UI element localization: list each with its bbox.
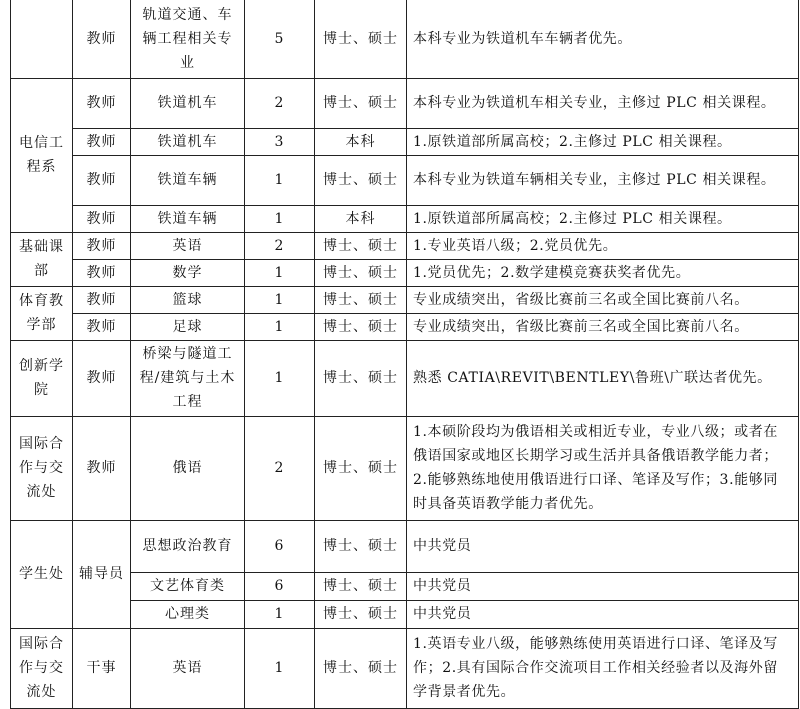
position-cell: 教师 bbox=[73, 155, 131, 205]
table-row bbox=[11, 340, 799, 416]
major-cell: 英语 bbox=[131, 628, 245, 708]
position-cell: 教师 bbox=[73, 259, 131, 286]
table-row bbox=[11, 286, 799, 313]
major-cell: 铁道车辆 bbox=[131, 155, 245, 205]
position-cell: 辅导员 bbox=[73, 520, 131, 628]
position-cell: 教师 bbox=[73, 313, 131, 340]
requirement-cell: 熟悉 CATIA\REVIT\BENTLEY\鲁班\广联达者优先。 bbox=[407, 340, 799, 416]
department-cell: 创新学院 bbox=[11, 340, 73, 416]
position-cell: 教师 bbox=[73, 232, 131, 259]
position-cell: 干事 bbox=[73, 628, 131, 708]
count-cell: 1 bbox=[245, 628, 315, 708]
degree-cell: 博士、硕士 bbox=[315, 340, 407, 416]
count-cell: 1 bbox=[245, 155, 315, 205]
position-cell: 教师 bbox=[73, 340, 131, 416]
requirement-cell: 1.英语专业八级，能够熟练使用英语进行口译、笔译及写作；2.具有国际合作交流项目工作相关经验者以及海外留学背景者优先。 bbox=[407, 628, 799, 708]
requirement-cell: 专业成绩突出，省级比赛前三名或全国比赛前八名。 bbox=[407, 286, 799, 313]
degree-cell: 博士、硕士 bbox=[315, 572, 407, 600]
degree-cell: 博士、硕士 bbox=[315, 286, 407, 313]
recruitment-table bbox=[10, 0, 799, 709]
table-row bbox=[11, 155, 799, 205]
requirement-cell: 中共党员 bbox=[407, 600, 799, 628]
count-cell: 6 bbox=[245, 520, 315, 572]
table-row bbox=[11, 520, 799, 572]
count-cell: 6 bbox=[245, 572, 315, 600]
position-cell: 教师 bbox=[73, 78, 131, 128]
count-cell: 1 bbox=[245, 313, 315, 340]
degree-cell: 博士、硕士 bbox=[315, 0, 407, 78]
degree-cell: 博士、硕士 bbox=[315, 313, 407, 340]
count-cell: 1 bbox=[245, 205, 315, 232]
count-cell: 2 bbox=[245, 78, 315, 128]
requirement-cell: 本科专业为铁道车辆相关专业，主修过 PLC 相关课程。 bbox=[407, 155, 799, 205]
table-row bbox=[11, 78, 799, 128]
position-cell: 教师 bbox=[73, 286, 131, 313]
table-row bbox=[11, 232, 799, 259]
requirement-cell: 本科专业为铁道机车车辆者优先。 bbox=[407, 0, 799, 78]
table-row bbox=[11, 416, 799, 520]
table-row bbox=[11, 128, 799, 155]
major-cell: 数学 bbox=[131, 259, 245, 286]
count-cell: 2 bbox=[245, 416, 315, 520]
department-cell: 体育教学部 bbox=[11, 286, 73, 340]
position-cell: 教师 bbox=[73, 205, 131, 232]
table-row bbox=[11, 628, 799, 708]
count-cell: 1 bbox=[245, 600, 315, 628]
requirement-cell: 1.原铁道部所属高校；2.主修过 PLC 相关课程。 bbox=[407, 128, 799, 155]
major-cell: 心理类 bbox=[131, 600, 245, 628]
table-row bbox=[11, 259, 799, 286]
count-cell: 3 bbox=[245, 128, 315, 155]
degree-cell: 博士、硕士 bbox=[315, 259, 407, 286]
degree-cell: 博士、硕士 bbox=[315, 155, 407, 205]
major-cell: 铁道机车 bbox=[131, 128, 245, 155]
requirement-cell: 1.党员优先；2.数学建模竞赛获奖者优先。 bbox=[407, 259, 799, 286]
requirement-cell: 本科专业为铁道机车相关专业，主修过 PLC 相关课程。 bbox=[407, 78, 799, 128]
degree-cell: 博士、硕士 bbox=[315, 520, 407, 572]
table-row bbox=[11, 313, 799, 340]
degree-cell: 博士、硕士 bbox=[315, 78, 407, 128]
count-cell: 2 bbox=[245, 232, 315, 259]
count-cell: 1 bbox=[245, 286, 315, 313]
major-cell: 铁道机车 bbox=[131, 78, 245, 128]
requirement-cell: 专业成绩突出，省级比赛前三名或全国比赛前八名。 bbox=[407, 313, 799, 340]
major-cell: 桥梁与隧道工程/建筑与土木工程 bbox=[131, 340, 245, 416]
position-cell: 教师 bbox=[73, 416, 131, 520]
degree-cell: 博士、硕士 bbox=[315, 232, 407, 259]
major-cell: 俄语 bbox=[131, 416, 245, 520]
department-cell: 电信工程系 bbox=[11, 78, 73, 232]
degree-cell: 博士、硕士 bbox=[315, 600, 407, 628]
degree-cell: 本科 bbox=[315, 205, 407, 232]
count-cell: 5 bbox=[245, 0, 315, 78]
degree-cell: 博士、硕士 bbox=[315, 416, 407, 520]
major-cell: 篮球 bbox=[131, 286, 245, 313]
table-row bbox=[11, 205, 799, 232]
degree-cell: 博士、硕士 bbox=[315, 628, 407, 708]
department-cell: 国际合作与交流处 bbox=[11, 416, 73, 520]
count-cell: 1 bbox=[245, 340, 315, 416]
major-cell: 轨道交通、车辆工程相关专业 bbox=[131, 0, 245, 78]
position-cell: 教师 bbox=[73, 128, 131, 155]
department-cell: 学生处 bbox=[11, 520, 73, 628]
count-cell: 1 bbox=[245, 259, 315, 286]
position-cell: 教师 bbox=[73, 0, 131, 78]
major-cell: 文艺体育类 bbox=[131, 572, 245, 600]
department-cell: 国际合作与交流处 bbox=[11, 628, 73, 708]
major-cell: 思想政治教育 bbox=[131, 520, 245, 572]
department-cell: 基础课部 bbox=[11, 232, 73, 286]
major-cell: 英语 bbox=[131, 232, 245, 259]
major-cell: 铁道车辆 bbox=[131, 205, 245, 232]
requirement-cell: 中共党员 bbox=[407, 572, 799, 600]
department-cell bbox=[11, 0, 73, 78]
requirement-cell: 中共党员 bbox=[407, 520, 799, 572]
requirement-cell: 1.原铁道部所属高校；2.主修过 PLC 相关课程。 bbox=[407, 205, 799, 232]
degree-cell: 本科 bbox=[315, 128, 407, 155]
requirement-cell: 1.专业英语八级；2.党员优先。 bbox=[407, 232, 799, 259]
requirement-cell: 1.本硕阶段均为俄语相关或相近专业，专业八级；或者在俄语国家或地区长期学习或生活并具备俄语教学能力者；2.能够熟练地使用俄语进行口译、笔译及写作；3.能够同时具备英语教学能力者优先。 bbox=[407, 416, 799, 520]
major-cell: 足球 bbox=[131, 313, 245, 340]
table-row bbox=[11, 0, 799, 78]
